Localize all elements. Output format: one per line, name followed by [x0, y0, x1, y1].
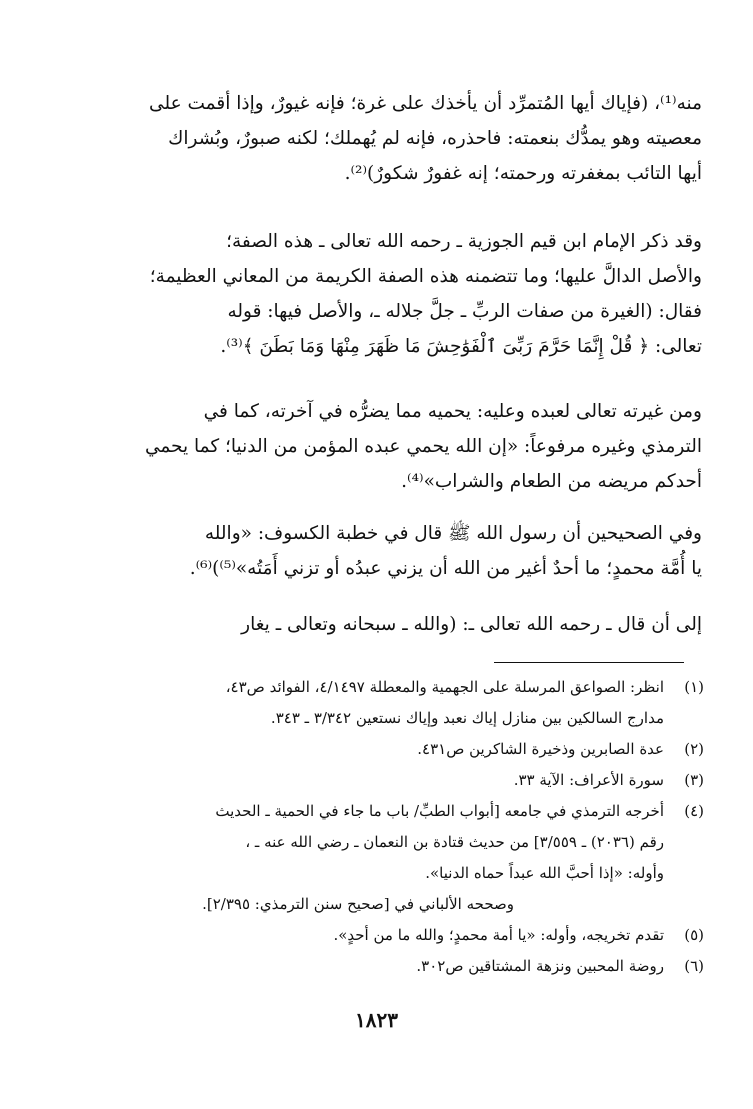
text-line: والأصل الدالَّ عليها؛ وما تتضمنه هذه الصفة الكريمة من المعاني العظيمة؛	[149, 266, 702, 287]
footnote-4-note	[84, 889, 704, 920]
footnote-line: تقدم تخريجه، وأوله: «يا أمة محمدٍ؛ والله ما من أحدٍ».	[333, 926, 664, 944]
paragraph-1	[72, 86, 702, 191]
footnote-line: أخرجه الترمذي في جامعه [أبواب الطبِّ/ باب ما جاء في الحمية ـ الحديث	[215, 802, 664, 820]
paragraph-2	[72, 224, 702, 364]
footnote-separator	[494, 662, 684, 663]
footnote-line: وأوله: «إذا أحبَّ الله عبداً حماه الدنيا».	[425, 864, 664, 882]
paragraph-4	[72, 516, 702, 586]
paragraph-5	[72, 607, 702, 642]
text-line: أحدكم مريضه من الطعام والشراب»⁽⁴⁾.	[401, 471, 702, 492]
text-line: وقد ذكر الإمام ابن قيم الجوزية ـ رحمه الله تعالى ـ هذه الصفة؛	[226, 231, 702, 252]
footnote-line: سورة الأعراف: الآية ٣٣.	[513, 771, 664, 789]
footnotes	[84, 672, 704, 982]
footnote-2	[84, 734, 704, 765]
text-line: الترمذي وغيره مرفوعاً: «إن الله يحمي عبده المؤمن من الدنيا؛ كما يحمي	[144, 436, 702, 457]
footnote-line: روضة المحبين ونزهة المشتاقين ص٣٠٢.	[416, 957, 664, 975]
footnote-line: مدارج السالكين بين منازل إياك نعبد وإياك نستعين ٣/٣٤٢ ـ ٣٤٣.	[270, 709, 664, 727]
footnote-number: (٢)	[684, 740, 704, 758]
text-line: معصيته وهو يمدُّك بنعمته: فاحذره، فإنه لم يُهملك؛ لكنه صبورٌ، وبُشراك	[168, 128, 702, 149]
footnote-5	[84, 920, 704, 951]
footnote-4	[84, 796, 704, 889]
footnote-number: (٦)	[684, 957, 704, 975]
footnote-6	[84, 951, 704, 982]
footnote-line: رقم (٢٠٣٦) ـ ٣/٥٥٩] من حديث قتادة بن النعمان ـ رضي الله عنه ـ ،	[245, 833, 664, 851]
page-number: ١٨٢٣	[355, 1008, 398, 1032]
footnote-1	[84, 672, 704, 734]
text-line: إلى أن قال ـ رحمه الله تعالى ـ: (والله ـ سبحانه وتعالى ـ يغار	[241, 614, 702, 635]
footnote-line: عدة الصابرين وذخيرة الشاكرين ص٤٣١.	[417, 740, 664, 758]
text-line: ومن غيرته تعالى لعبده وعليه: يحميه مما يضرُّه في آخرته، كما في	[203, 401, 702, 422]
paragraph-3	[72, 394, 702, 499]
footnote-number: (٣)	[684, 771, 704, 789]
text-line: وفي الصحيحين أن رسول الله ﷺ قال في خطبة الكسوف: «والله	[204, 523, 702, 544]
footnote-line: وصححه الألباني في [صحيح سنن الترمذي: ٢/٣٩٥].	[202, 895, 514, 913]
footnote-number: (٤)	[684, 802, 704, 820]
text-line: أيها التائب بمغفرته ورحمته؛ إنه غفورٌ شكورٌ)⁽²⁾.	[344, 163, 702, 184]
text-line: يا أُمَّة محمدٍ؛ ما أحدٌ أغير من الله أن يزني عبدُه أو تزني أَمَتُه»⁽⁵⁾)⁽⁶⁾.	[189, 558, 702, 579]
quran-verse-line: تعالى: ﴿ قُلْ إِنَّمَا حَرَّمَ رَبِّىَ ٱلْفَوَٰحِشَ مَا ظَهَرَ مِنْهَا وَمَا بَطَنَ ﴾⁽³⁾.	[220, 336, 702, 357]
text-line: فقال: (الغيرة من صفات الربِّ ـ جلَّ جلاله ـ، والأصل فيها: قوله	[227, 301, 702, 322]
footnote-number: (١)	[684, 678, 704, 696]
text-line: منه⁽¹⁾، (فإياك أيها المُتمرِّد أن يأخذك على غرة؛ فإنه غيورٌ، وإذا أقمت على	[149, 93, 702, 114]
footnote-line: انظر: الصواعق المرسلة على الجهمية والمعطلة ٤/١٤٩٧، الفوائد ص٤٣،	[225, 678, 664, 696]
footnote-number: (٥)	[684, 926, 704, 944]
footnote-3	[84, 765, 704, 796]
